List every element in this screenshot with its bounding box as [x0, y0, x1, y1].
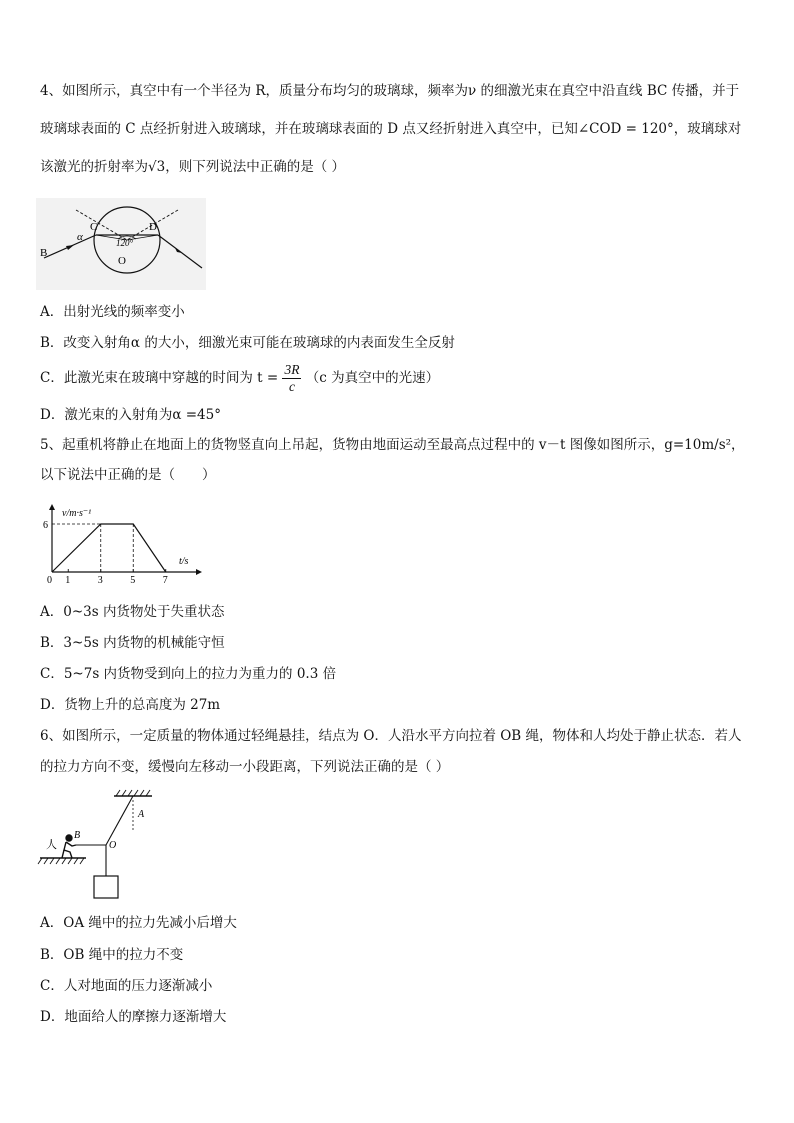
q6-option-a: A．OA 绳中的拉力先减小后增大: [40, 915, 237, 931]
x-tick-label: 0: [47, 575, 52, 586]
y-tick-label: 6: [43, 520, 48, 531]
q4-option-c-prefix: C．此激光束在玻璃中穿越的时间为 t =: [40, 370, 279, 386]
q4-option-a: A．出射光线的频率变小: [40, 304, 185, 320]
q4-stem-line1: 4、如图所示，真空中有一个半径为 R，质量分布均匀的玻璃球，频率为ν 的细激光束在真空中沿直线 BC 传播，并于: [40, 83, 740, 99]
label-O: O: [118, 255, 126, 267]
q6-option-b: B．OB 绳中的拉力不变: [40, 947, 184, 963]
q4-option-c: [40, 362, 439, 394]
q6-option-c: C．人对地面的压力逐渐减小: [40, 978, 213, 994]
label-A: A: [138, 809, 145, 820]
q5-stem-line1: 5、起重机将静止在地面上的货物竖直向上吊起，货物由地面运动至最高点过程中的 v－t 图像如图所示，g=10m/s²，: [40, 437, 745, 453]
q4-stem-line2: 玻璃球表面的 C 点经折射进入玻璃球，并在玻璃球表面的 D 点又经折射进入真空中，已知∠COD = 120°，玻璃球对: [40, 121, 742, 137]
x-axis-label: t/s: [179, 556, 189, 567]
q5-option-b: B．3~5s 内货物的机械能守恒: [40, 635, 225, 651]
label-angle-120: 120°: [116, 238, 134, 248]
rope-OA: [106, 796, 133, 845]
x-tick-label: 5: [130, 575, 136, 586]
q6-figure-rope-system: [36, 788, 176, 904]
q4-fraction-denominator: c: [288, 379, 295, 394]
x-tick-label: 7: [162, 575, 168, 586]
label-O: O: [109, 840, 117, 851]
q6-stem-line1: 6、如图所示，一定质量的物体通过轻绳悬挂，结点为 O．人沿水平方向拉着 OB 绳，物体和人均处于静止状态．若人: [40, 728, 742, 744]
q5-option-d: D．货物上升的总高度为 27m: [40, 697, 221, 713]
hanging-block: [94, 876, 118, 898]
x-axis-arrow: [196, 569, 202, 575]
label-B: B: [74, 830, 81, 841]
label-C: C: [90, 221, 98, 233]
y-axis-label: v/m·s⁻¹: [62, 508, 92, 519]
q4-fraction-numerator: 3R: [284, 362, 300, 377]
label-D: D: [149, 221, 157, 233]
q4-option-b: B．改变入射角α 的大小，细激光束可能在玻璃球的内表面发生全反射: [40, 335, 455, 351]
q5-option-a: A．0~3s 内货物处于失重状态: [40, 604, 225, 620]
q5-stem-line2: 以下说法中正确的是（ ）: [40, 467, 216, 483]
q4-option-c-fraction: [282, 362, 301, 395]
q4-figure-glass-sphere: [36, 198, 206, 290]
q5-vt-chart: [36, 502, 206, 588]
x-tick-label: 1: [65, 575, 71, 586]
label-person: 人: [46, 839, 57, 851]
y-axis-arrow: [49, 504, 55, 510]
q4-option-c-suffix: （c 为真空中的光速）: [305, 370, 440, 386]
label-B: B: [40, 247, 48, 259]
x-tick-label: 3: [97, 575, 103, 586]
q5-option-c: C．5~7s 内货物受到向上的拉力为重力的 0.3 倍: [40, 666, 337, 682]
q6-option-d: D．地面给人的摩擦力逐渐增大: [40, 1009, 227, 1025]
q6-stem-line2: 的拉力方向不变，缓慢向左移动一小段距离，下列说法正确的是（ ）: [40, 759, 450, 775]
vt-series-line: [52, 524, 166, 572]
label-alpha: α: [77, 231, 83, 243]
q4-option-d: D．激光束的入射角为α =45°: [40, 407, 221, 423]
q4-stem-line3: 该激光的折射率为√3，则下列说法中正确的是（ ）: [40, 159, 345, 175]
